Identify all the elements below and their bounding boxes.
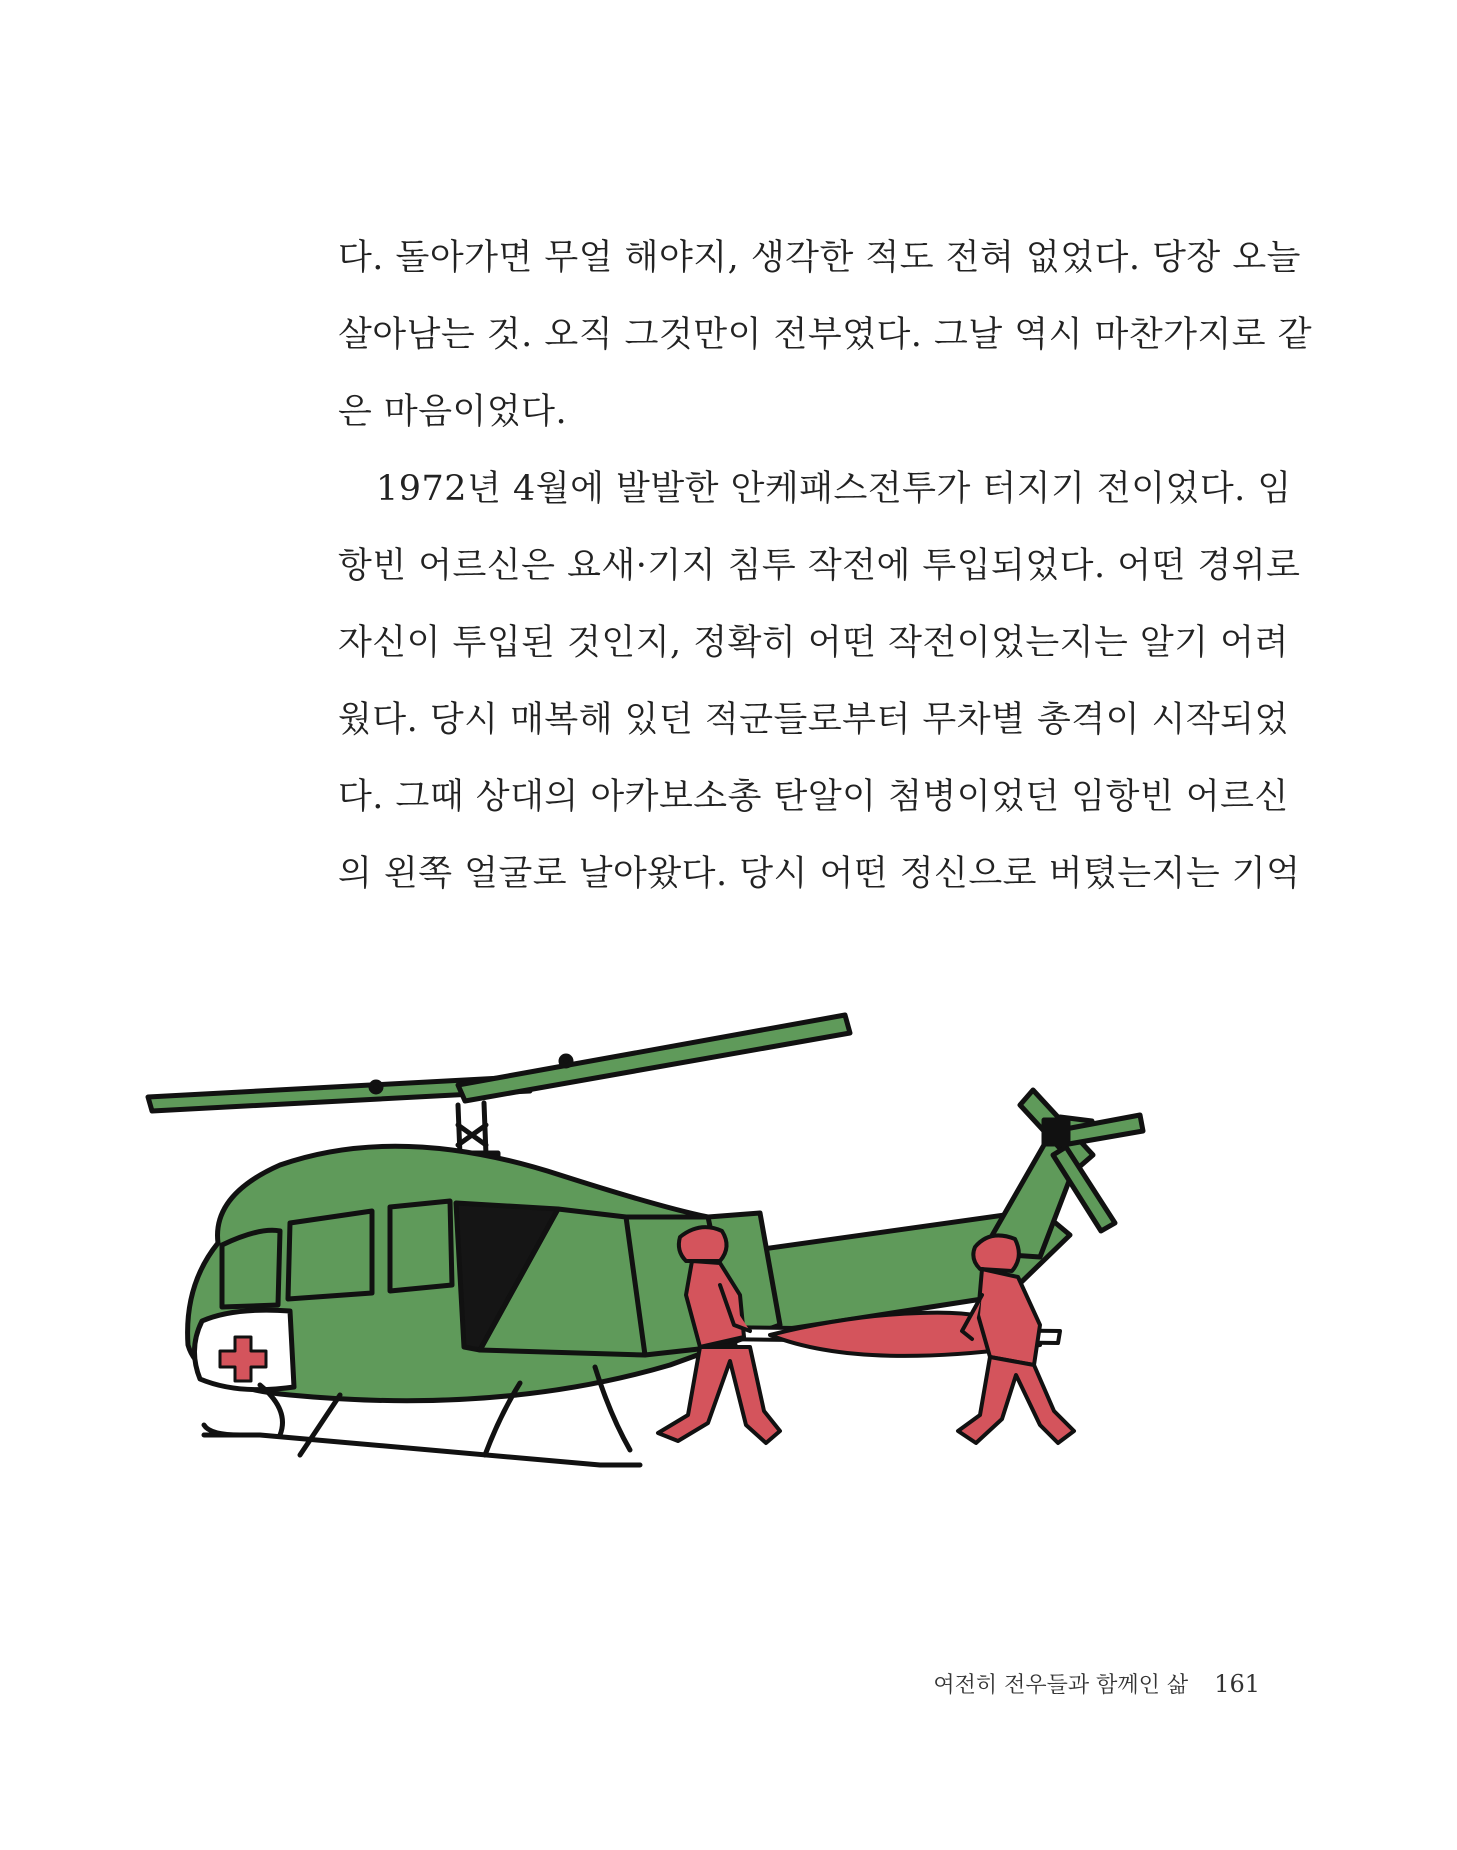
text-line: 다. 그때 상대의 아카보소총 탄알이 첨병이었던 임항빈 어르신	[338, 777, 1289, 817]
body-text	[338, 220, 1313, 913]
text-line: 의 왼쪽 얼굴로 날아왔다. 당시 어떤 정신으로 버텼는지는 기억	[338, 854, 1301, 894]
text-line: 다. 돌아가면 무얼 해야지, 생각한 적도 전혀 없었다. 당장 오늘	[338, 238, 1301, 278]
text-line: 웠다. 당시 매복해 있던 적군들로부터 무차별 총격이 시작되었	[338, 700, 1289, 740]
text-line: 1972년 4월에 발발한 안케패스전투가 터지기 전이었다. 임	[376, 469, 1292, 509]
main-rotor	[148, 1015, 850, 1111]
text-line: 살아남는 것. 오직 그것만이 전부였다. 그날 역시 마찬가지로 같	[338, 315, 1313, 355]
page-number: 161	[1214, 1670, 1260, 1698]
text-line: 은 마음이었다.	[338, 392, 568, 432]
page-footer	[900, 1668, 1260, 1699]
text-line: 항빈 어르신은 요새·기지 침투 작전에 투입되었다. 어떤 경위로	[338, 546, 1301, 586]
running-title: 여전히 전우들과 함께인 삶	[933, 1673, 1189, 1698]
text-line: 자신이 투입된 것인지, 정확히 어떤 작전이었는지는 알기 어려	[338, 623, 1289, 663]
helicopter-illustration	[140, 995, 1280, 1575]
